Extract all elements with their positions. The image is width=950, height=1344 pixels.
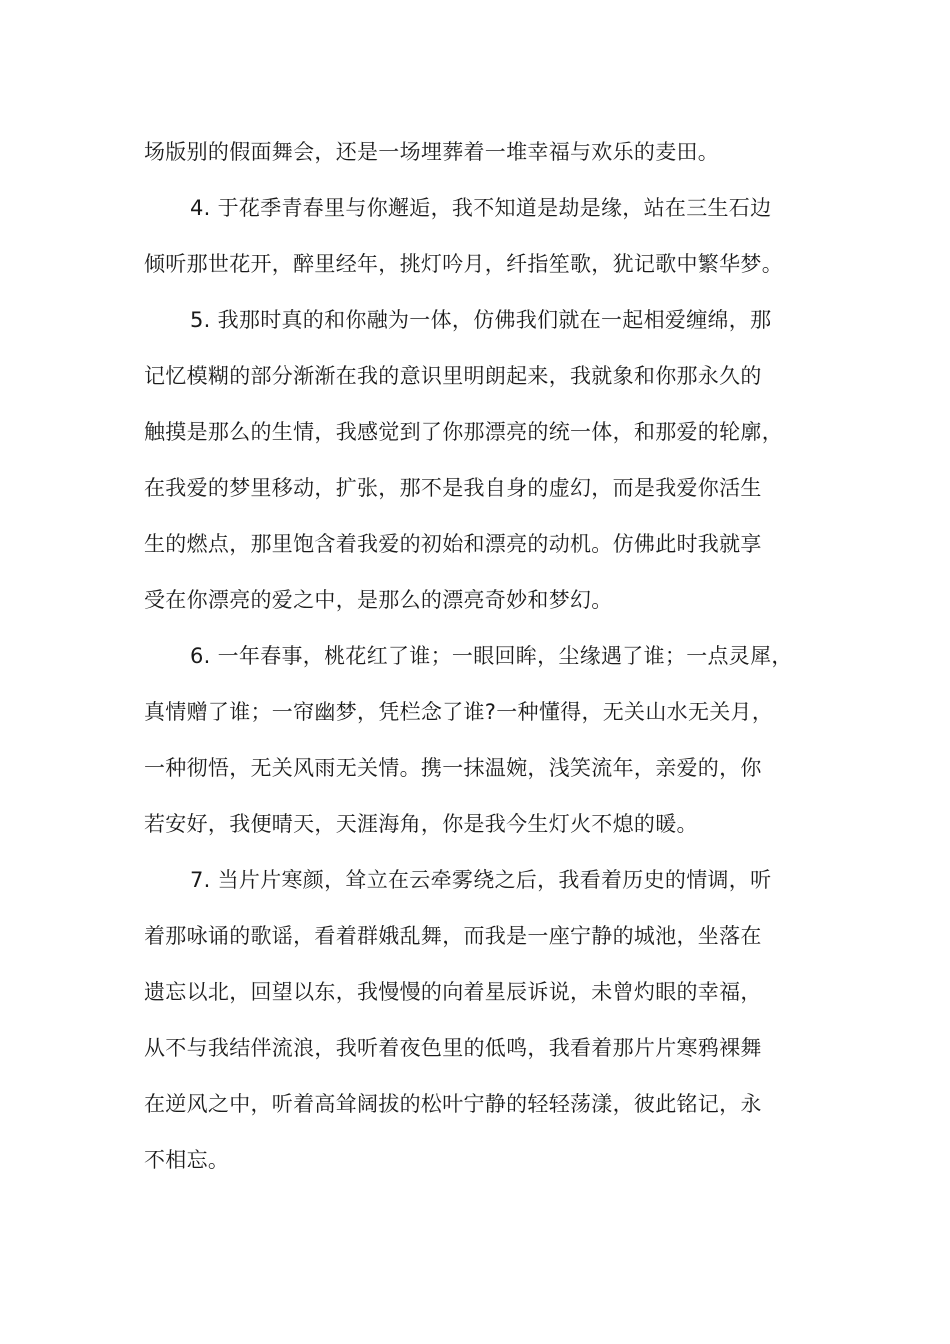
text-line: 不相忘。 bbox=[144, 1148, 230, 1172]
text-line: 真情赠了谁；一帘幽梦，凭栏念了谁?一种懂得，无关山水无关月， bbox=[144, 700, 774, 724]
paragraph-6-start: 6. 一年春事，桃花红了谁；一眼回眸，尘缘遇了谁；一点灵犀， bbox=[190, 644, 793, 668]
text-line: 生的燃点，那里饱含着我爱的初始和漂亮的动机。仿佛此时我就享 bbox=[144, 532, 762, 556]
text-line: 遗忘以北，回望以东，我慢慢的向着星辰诉说，未曾灼眼的幸福， bbox=[144, 980, 762, 1004]
text-line: 在逆风之中，听着高耸阔拔的松叶宁静的轻轻荡漾，彼此铭记，永 bbox=[144, 1092, 762, 1116]
text-line: 在我爱的梦里移动，扩张，那不是我自身的虚幻，而是我爱你活生 bbox=[144, 476, 762, 500]
text-line: 触摸是那么的生情，我感觉到了你那漂亮的统一体，和那爱的轮廓， bbox=[144, 420, 783, 444]
text-line: 倾听那世花开，醉里经年，挑灯吟月，纤指笙歌，犹记歌中繁华梦。 bbox=[144, 252, 783, 276]
paragraph-7-start: 7. 当片片寒颜，耸立在云牵雾绕之后，我看着历史的情调，听 bbox=[190, 868, 772, 892]
paragraph-4-start: 4. 于花季青春里与你邂逅，我不知道是劫是缘，站在三生石边 bbox=[190, 196, 772, 220]
text-line: 从不与我结伴流浪，我听着夜色里的低鸣，我看着那片片寒鸦裸舞 bbox=[144, 1036, 762, 1060]
text-line: 场版别的假面舞会，还是一场埋葬着一堆幸福与欢乐的麦田。 bbox=[144, 140, 720, 164]
text-line: 记忆模糊的部分渐渐在我的意识里明朗起来，我就象和你那永久的 bbox=[144, 364, 762, 388]
text-line: 着那咏诵的歌谣，看着群娥乱舞，而我是一座宁静的城池，坐落在 bbox=[144, 924, 762, 948]
text-line: 若安好，我便晴天，天涯海角，你是我今生灯火不熄的暖。 bbox=[144, 812, 698, 836]
text-line: 受在你漂亮的爱之中，是那么的漂亮奇妙和梦幻。 bbox=[144, 588, 613, 612]
text-line: 一种彻悟，无关风雨无关情。携一抹温婉，浅笑流年，亲爱的，你 bbox=[144, 756, 762, 780]
paragraph-5-start: 5. 我那时真的和你融为一体，仿佛我们就在一起相爱缠绵，那 bbox=[190, 308, 772, 332]
